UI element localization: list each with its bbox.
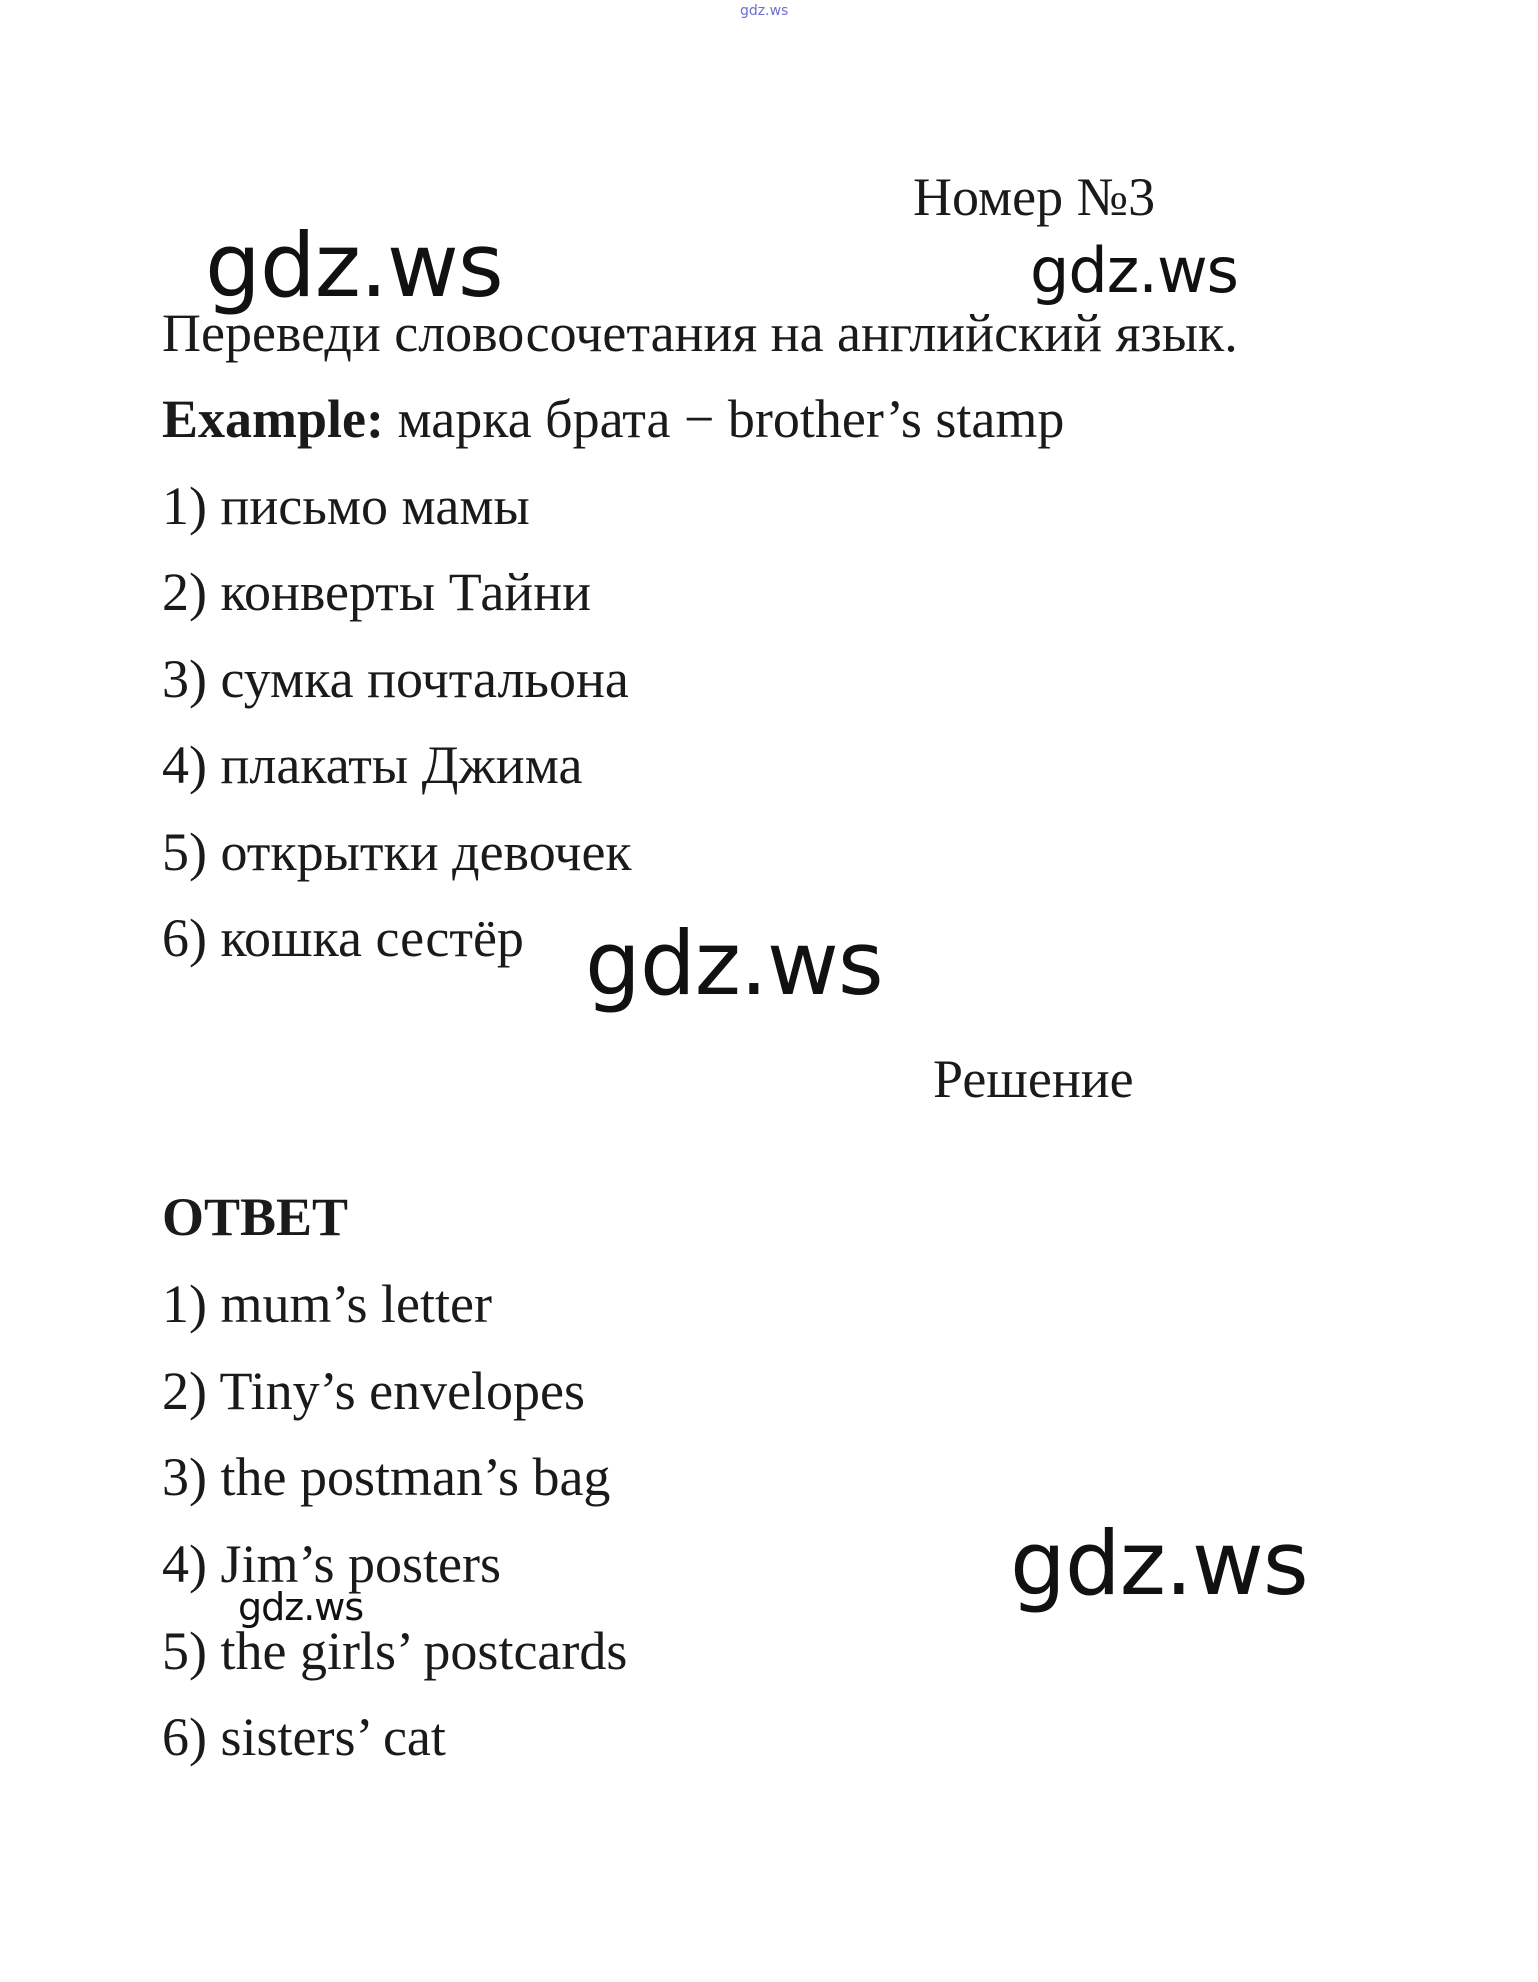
- list-item: 2) конверты Тайни: [162, 562, 591, 622]
- answer-item: 3) the postman’s bag: [162, 1447, 611, 1507]
- example-line: [162, 389, 1065, 449]
- example-text: марка брата − brother’s stamp: [384, 389, 1065, 449]
- watermark-logo: gdz.ws: [1030, 234, 1238, 307]
- answer-item: 5) the girls’ postcards: [162, 1621, 628, 1681]
- solution-heading: Решение: [933, 1049, 1134, 1109]
- example-label: Example:: [162, 389, 384, 449]
- watermark-logo: gdz.ws: [1010, 1512, 1308, 1615]
- answer-item: 6) sisters’ cat: [162, 1707, 446, 1767]
- list-item: 1) письмо мамы: [162, 476, 530, 536]
- answer-label: ОТВЕТ: [162, 1187, 349, 1247]
- list-item: 3) сумка почтальона: [162, 649, 629, 709]
- answer-item: 2) Tiny’s envelopes: [162, 1361, 586, 1421]
- task-instruction: Переведи словосочетания на английский язык.: [162, 303, 1238, 363]
- watermark-logo: gdz.ws: [585, 912, 883, 1015]
- answer-item: 4) Jim’s posters: [162, 1534, 502, 1594]
- list-item: 6) кошка сестёр: [162, 908, 524, 968]
- watermark-logo: gdz.ws: [205, 214, 503, 317]
- list-item: 4) плакаты Джима: [162, 735, 583, 795]
- answer-item: 1) mum’s letter: [162, 1274, 492, 1334]
- list-item: 5) открытки девочек: [162, 822, 632, 882]
- task-number-label: Номер №3: [913, 167, 1156, 227]
- top-watermark: gdz.ws: [740, 3, 789, 19]
- watermark-logo: gdz.ws: [238, 1585, 364, 1629]
